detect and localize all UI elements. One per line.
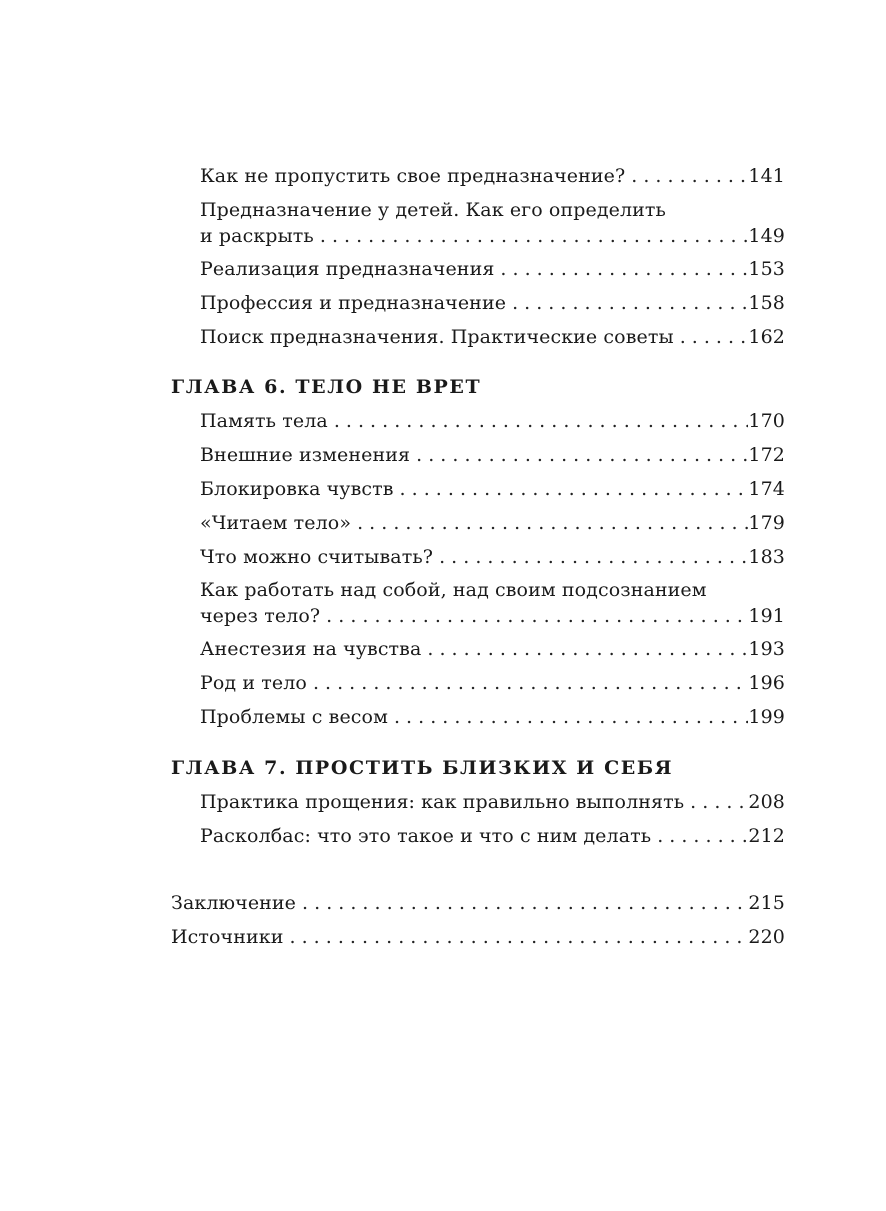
toc-entry-title: Внешние изменения bbox=[200, 444, 411, 466]
toc-entry-title: «Читаем тело» bbox=[200, 512, 352, 534]
dot-leader bbox=[296, 890, 748, 916]
toc-entry[interactable] bbox=[200, 408, 785, 434]
toc-entry[interactable] bbox=[200, 510, 785, 536]
toc-entry-page: 174 bbox=[748, 478, 785, 500]
toc-entry[interactable] bbox=[200, 197, 785, 249]
dot-leader bbox=[410, 442, 748, 468]
toc-entry-page: 191 bbox=[748, 605, 785, 627]
dot-leader bbox=[433, 544, 748, 570]
toc-entry-title: Проблемы с весом bbox=[200, 706, 388, 728]
toc-entry-title-line1: Предназначение у детей. Как его определить bbox=[200, 199, 666, 221]
toc-entry-title: и раскрыть bbox=[200, 225, 314, 247]
toc-entry-page: 162 bbox=[748, 326, 785, 348]
toc-entry-title: через тело? bbox=[200, 605, 321, 627]
toc-entry[interactable] bbox=[200, 823, 785, 849]
toc-entry-page: 196 bbox=[748, 672, 785, 694]
toc-entry-title: Род и тело bbox=[200, 672, 307, 694]
toc-entry[interactable] bbox=[200, 544, 785, 570]
dot-leader bbox=[314, 223, 749, 249]
toc-entry-title: Реализация предназначения bbox=[200, 258, 495, 280]
toc-entry-page: 193 bbox=[748, 638, 785, 660]
toc-entry-title: Анестезия на чувства bbox=[200, 638, 422, 660]
toc-entry[interactable] bbox=[200, 636, 785, 662]
toc-entry-title: Поиск предназначения. Практические советы bbox=[200, 326, 674, 348]
dot-leader bbox=[625, 163, 748, 189]
dot-leader bbox=[320, 603, 748, 629]
toc-entry[interactable] bbox=[200, 290, 785, 316]
dot-leader bbox=[684, 789, 748, 815]
toc-entry-title: Источники bbox=[171, 926, 284, 948]
toc-entry-title: Память тела bbox=[200, 410, 328, 432]
toc-entry[interactable] bbox=[200, 163, 785, 189]
toc-entry[interactable] bbox=[171, 890, 785, 916]
toc-entry-page: 215 bbox=[748, 892, 785, 914]
toc-entry[interactable] bbox=[200, 256, 785, 282]
dot-leader bbox=[328, 408, 749, 434]
toc-entry-title: Расколбас: что это такое и что с ним делать bbox=[200, 825, 652, 847]
toc-entry[interactable] bbox=[200, 324, 785, 350]
chapter-heading[interactable]: ГЛАВА 6. ТЕЛО НЕ ВРЕТ bbox=[171, 376, 482, 398]
toc-entry-title-line1: Как работать над собой, над своим подсознанием bbox=[200, 579, 707, 601]
toc-entry-page: 158 bbox=[748, 292, 785, 314]
toc-entry-title: Что можно считывать? bbox=[200, 546, 434, 568]
toc-entry-page: 141 bbox=[748, 165, 785, 187]
dot-leader bbox=[506, 290, 748, 316]
toc-entry-page: 153 bbox=[748, 258, 785, 280]
toc-entry-page: 149 bbox=[748, 225, 785, 247]
toc-entry-title: Практика прощения: как правильно выполнять bbox=[200, 791, 685, 813]
dot-leader bbox=[351, 510, 748, 536]
toc-entry[interactable] bbox=[200, 670, 785, 696]
dot-leader bbox=[307, 670, 748, 696]
toc-entry-page: 208 bbox=[748, 791, 785, 813]
toc-entry[interactable] bbox=[200, 789, 785, 815]
toc-entry-page: 179 bbox=[748, 512, 785, 534]
toc-entry-title: Блокировка чувств bbox=[200, 478, 394, 500]
toc-entry[interactable] bbox=[200, 577, 785, 629]
toc-entry[interactable] bbox=[200, 704, 785, 730]
toc-entry-page: 170 bbox=[748, 410, 785, 432]
toc-entry-title: Заключение bbox=[171, 892, 297, 914]
dot-leader bbox=[421, 636, 748, 662]
dot-leader bbox=[388, 704, 748, 730]
dot-leader bbox=[284, 924, 749, 950]
toc-entry-page: 199 bbox=[748, 706, 785, 728]
toc-entry-page: 183 bbox=[748, 546, 785, 568]
toc-entry-page: 172 bbox=[748, 444, 785, 466]
toc-entry-page: 220 bbox=[748, 926, 785, 948]
chapter-heading[interactable]: ГЛАВА 7. ПРОСТИТЬ БЛИЗКИХ И СЕБЯ bbox=[171, 757, 674, 779]
dot-leader bbox=[394, 476, 749, 502]
toc-entry[interactable] bbox=[200, 442, 785, 468]
toc-entry-title: Как не пропустить свое предназначение? bbox=[200, 165, 626, 187]
toc-entry[interactable] bbox=[200, 476, 785, 502]
toc-entry[interactable] bbox=[171, 924, 785, 950]
dot-leader bbox=[494, 256, 748, 282]
toc-entry-page: 212 bbox=[748, 825, 785, 847]
toc-entry-title: Профессия и предназначение bbox=[200, 292, 507, 314]
dot-leader bbox=[651, 823, 748, 849]
dot-leader bbox=[674, 324, 749, 350]
